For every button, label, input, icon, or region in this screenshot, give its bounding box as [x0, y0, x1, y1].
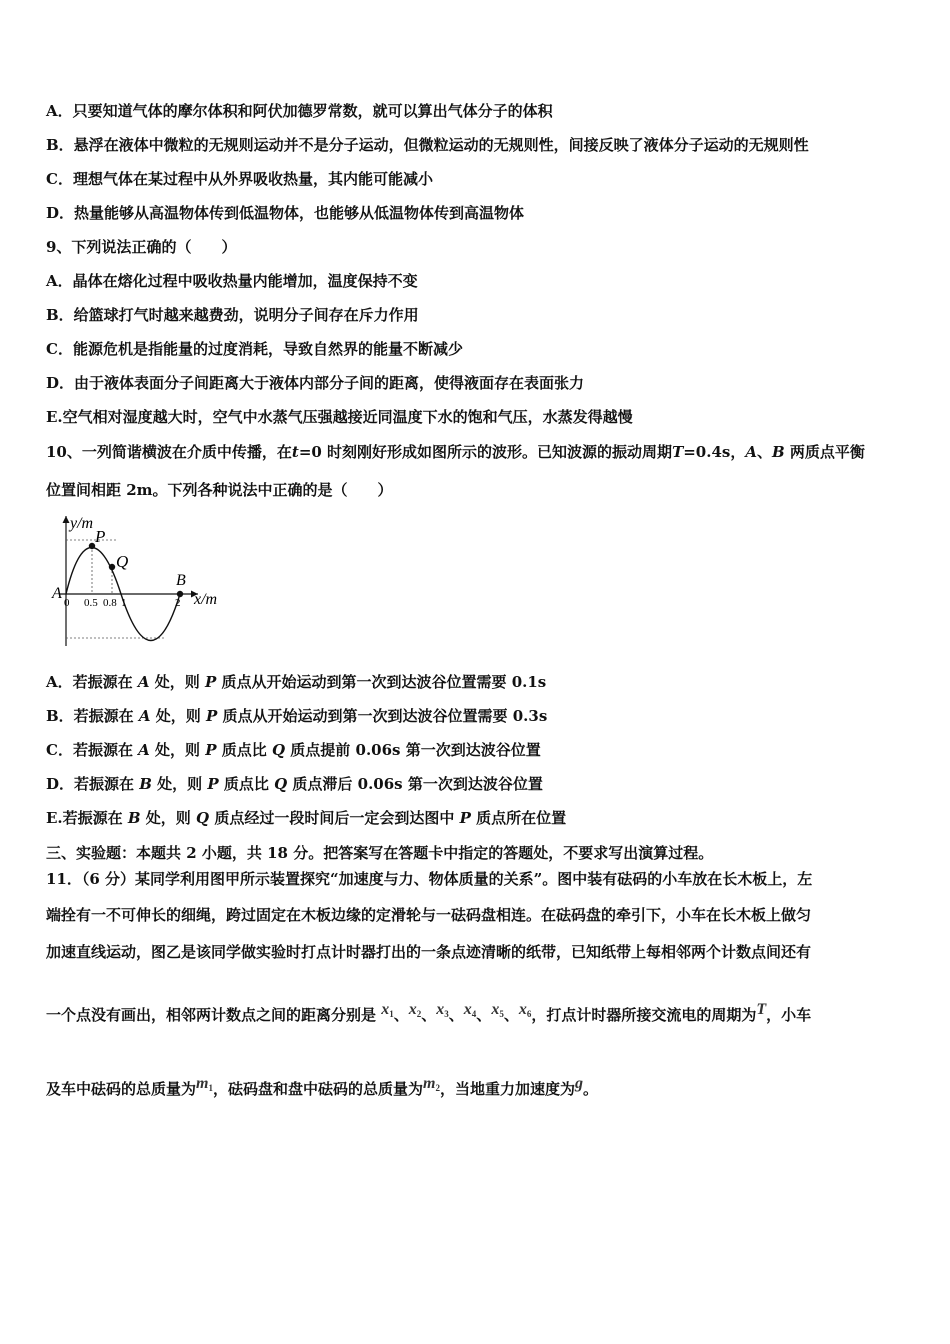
tick-1: 1	[121, 597, 127, 609]
q9-option-a: A．晶体在熔化过程中吸收热量内能增加，温度保持不变	[46, 272, 418, 290]
var-t: T	[756, 1001, 767, 1018]
var-x3: x3	[436, 1001, 449, 1019]
var-x1: x1	[381, 1001, 394, 1019]
q9-stem: 9、下列说法正确的（ ）	[46, 238, 237, 256]
q10-option-d: D．若振源在 B 处，则 P 质点比 Q 质点滞后 0.06s 第一次到达波谷位置	[46, 775, 543, 793]
var-g: g	[574, 1075, 583, 1092]
point-q	[109, 564, 115, 570]
var-x6: x6	[518, 1001, 532, 1019]
q8-option-d: D．热量能够从高温物体传到低温物体，也能够从低温物体传到高温物体	[46, 204, 525, 222]
y-axis-label: y/m	[70, 515, 94, 532]
q8-option-b: B．悬浮在液体中微粒的无规则运动并不是分子运动，但微粒运动的无规则性，间接反映了液体分子运动的无规则性	[46, 136, 809, 154]
q11-line3: 加速直线运动，图乙是该同学做实验时打点计时器打出的一条点迹清晰的纸带，已知纸带上每相邻两个计数点间还有	[46, 943, 812, 961]
q8-option-c: C．理想气体在某过程中从外界吸收热量，其内能可能减小	[46, 170, 433, 188]
tick-0: 0	[64, 597, 70, 609]
var-m1: m1	[196, 1075, 213, 1093]
wave-figure	[46, 512, 236, 652]
label-a: A	[52, 585, 62, 602]
q11-line1: 11．（6 分）某同学利用图甲所示装置探究“加速度与力、物体质量的关系”。图中装有砝码的小车放在长木板上，左	[46, 870, 813, 888]
label-b: B	[176, 572, 186, 589]
q11-line2: 端拴有一不可伸长的细绳，跨过固定在木板边缘的定滑轮与一砝码盘相连。在砝码盘的牵引下，小车在长木板上做匀	[46, 906, 812, 924]
q10-option-a: A．若振源在 A 处，则 P 质点从开始运动到第一次到达波谷位置需要 0.1s	[46, 673, 547, 691]
q9-option-e: E.空气相对湿度越大时，空气中水蒸气压强越接近同温度下水的饱和气压，水蒸发得越慢	[46, 408, 633, 426]
q10-stem-line2: 位置间相距 2m。下列各种说法中正确的是（ ）	[46, 481, 393, 499]
q10-option-b: B．若振源在 A 处，则 P 质点从开始运动到第一次到达波谷位置需要 0.3s	[46, 707, 548, 725]
q10-option-c: C．若振源在 A 处，则 P 质点比 Q 质点提前 0.06s 第一次到达波谷位置	[46, 741, 541, 759]
var-m2: m2	[422, 1075, 440, 1093]
q9-option-d: D．由于液体表面分子间距离大于液体内部分子间的距离，使得液面存在表面张力	[46, 374, 585, 392]
tick-2: 2	[175, 597, 181, 609]
q9-option-b: B．给篮球打气时越来越费劲，说明分子间存在斥力作用	[46, 306, 419, 324]
q10-stem-line1: 10、一列简谐横波在介质中传播，在t=0 时刻刚好形成如图所示的波形。已知波源的振动周期T=0.4s，A、B 两质点平衡	[46, 443, 865, 461]
tick-0-8: 0.8	[103, 597, 117, 609]
x-axis-label: x/m	[194, 591, 218, 608]
q10-option-e: E.若振源在 B 处，则 Q 质点经过一段时间后一定会到达图中 P 质点所在位置	[46, 809, 567, 827]
q11-line5: 及车中砝码的总质量为m1，砝码盘和盘中砝码的总质量为m2，当地重力加速度为g。	[46, 1075, 598, 1098]
var-x5: x5	[491, 1001, 504, 1019]
section-3-heading: 三、实验题：本题共 2 小题，共 18 分。把答案写在答题卡中指定的答题处，不要求写出演算过程。	[46, 844, 714, 862]
label-q: Q	[116, 552, 129, 571]
q11-line4: 一个点没有画出，相邻两计数点之间的距离分别是 x1、x2、x3、x4、x5、x6，打点计时器所接交流电的周期为T，小车	[46, 1001, 812, 1024]
label-p: P	[95, 527, 106, 546]
q9-option-c: C．能源危机是指能量的过度消耗，导致自然界的能量不断减少	[46, 340, 463, 358]
tick-0-5: 0.5	[84, 597, 98, 609]
var-x4: x4	[463, 1001, 477, 1019]
q8-option-a: A．只要知道气体的摩尔体积和阿伏加德罗常数，就可以算出气体分子的体积	[46, 102, 553, 120]
var-x2: x2	[408, 1001, 422, 1019]
